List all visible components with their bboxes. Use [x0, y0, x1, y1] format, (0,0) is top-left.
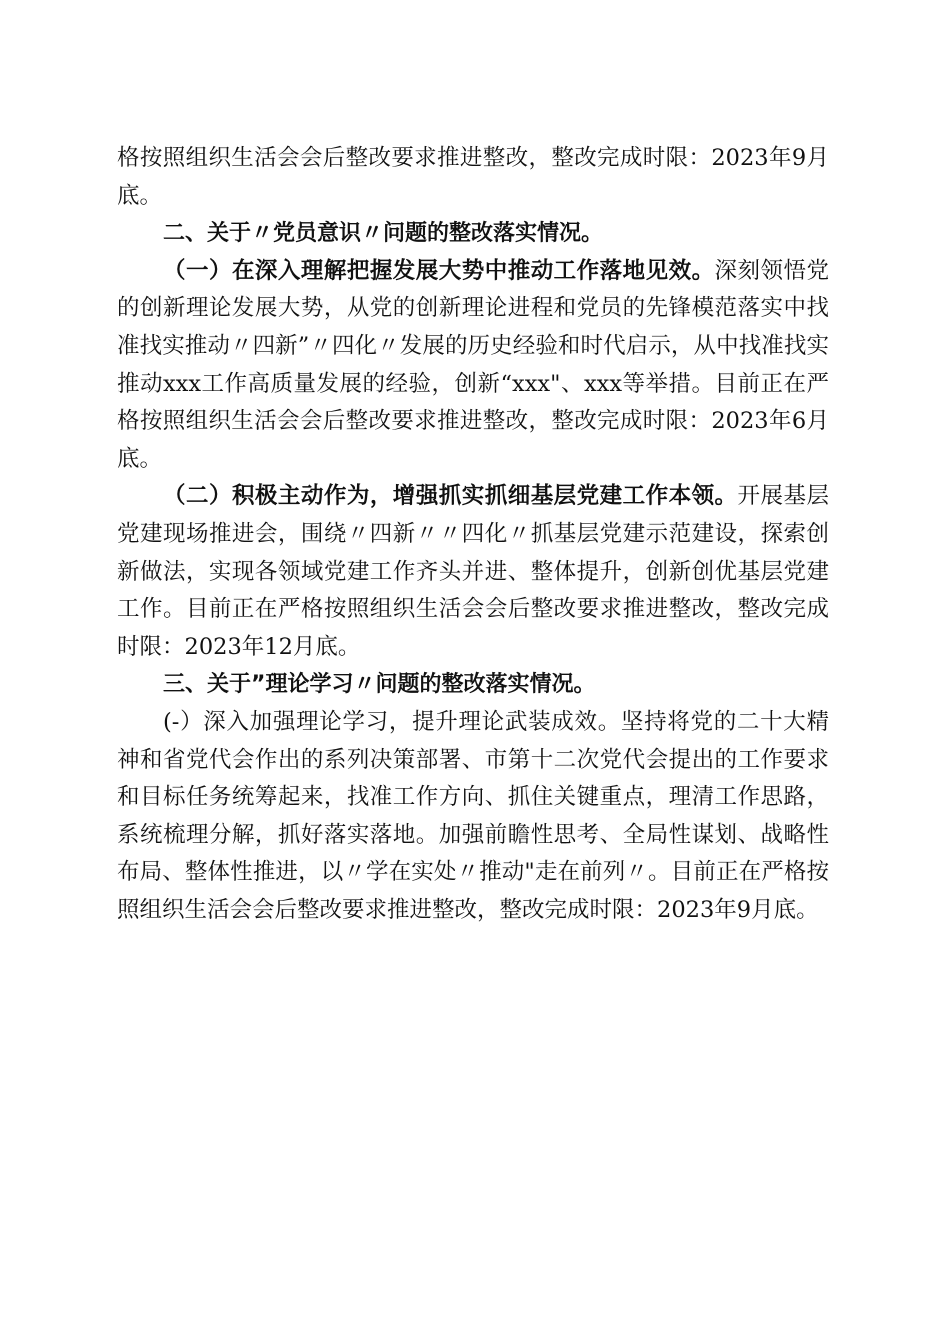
- section-heading-party-awareness: [117, 215, 829, 253]
- paragraph-lead: （一）在深入理解把握发展大势中推动工作落地见效。: [163, 257, 715, 284]
- section-heading-theory-study: [117, 666, 829, 704]
- paragraph-text: 开展基层党建现场推进会，围绕〃四新〃〃四化〃抓基层党建示范建设，探索创新做法，实现各领域党建工作齐头并进、整体提升，创新创优基层党建工作。目前正在严格按照组织生活会会后整改要求推进整改，整改完成时限：2023年12月底。: [117, 483, 829, 660]
- paragraph-text: 深刻领悟党的创新理论发展大势，从党的创新理论进程和党员的先锋模范落实中找准找实推动〃四新”〃四化〃发展的历史经验和时代启示，从中找准找实推动xxx工作高质量发展的经验，创新“xxx"、xxx等举措。目前正在严格按照组织生活会会后整改要求推进整改，整改完成时限：2023年6月底。: [117, 257, 829, 472]
- paragraph-item-3: [117, 704, 829, 930]
- paragraph-lead: （二）积极主动作为，增强抓实抓细基层党建工作本领。: [163, 483, 738, 510]
- paragraph-item-1: [117, 253, 829, 479]
- paragraph-text: (-）深入加强理论学习，提升理论武装成效。坚持将党的二十大精神和省党代会作出的系列决策部署、市第十二次党代会提出的工作要求和目标任务统筹起来，找准工作方向、抓住关键重点，理清工作思路，系统梳理分解，抓好落实落地。加强前瞻性思考、全局性谋划、战略性布局、整体性推进，以〃学在实处〃推动"走在前列〃。目前正在严格按照组织生活会会后整改要求推进整改，整改完成时限：2023年9月底。: [117, 708, 829, 923]
- paragraph-item-2: [117, 478, 829, 666]
- heading-text: 二、关于〃党员意识〃问题的整改落实情况。: [163, 221, 604, 247]
- document-body: [117, 140, 829, 929]
- heading-text: 三、关于”理论学习〃问题的整改落实情况。: [163, 672, 596, 698]
- paragraph-continuation: [117, 140, 829, 215]
- paragraph-text: 格按照组织生活会会后整改要求推进整改，整改完成时限：2023年9月底。: [117, 145, 829, 209]
